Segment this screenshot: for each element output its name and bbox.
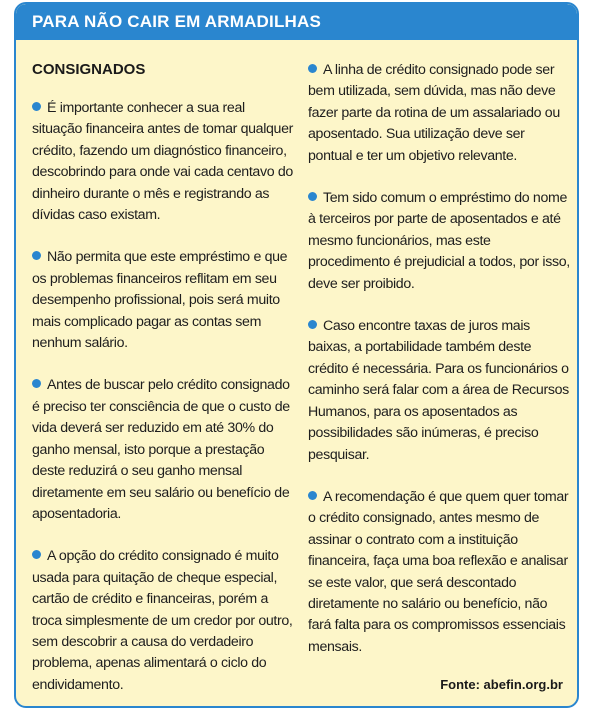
bullet-icon [308,491,317,500]
bullet-icon [32,251,41,260]
bullet-icon [32,550,41,559]
tip-paragraph: A recomendação é que quem quer tomar o crédito consignado, antes mesmo de assinar o contrato com a instituição financeira, faça uma boa reflexão e analisar se este valor, que será descontado diretamente no salário ou benefício, não fará falta para os compromissos essenciais mensais. [308,488,569,655]
bullet-icon [308,64,317,73]
bullet-icon [32,102,41,111]
tip-paragraph: A opção do crédito consignado é muito usada para quitação de cheque especial, cartão de crédito e financeiras, porém a troca simplesmente de um credor por outro, sem descobrir a causa do verdadeiro problema, apenas alimentará o ciclo do endividamento. [32,548,293,693]
tip-paragraph: Não permita que este empréstimo e que os problemas financeiros reflitam em seu desempenho profissional, pois será muito mais complicado pagar as contas sem nenhum salário. [32,249,288,352]
section-title: CONSIGNADOS [32,61,146,78]
tip-paragraph: Antes de buscar pelo crédito consignado é preciso ter consciência de que o custo de vida deverá ser reduzido em até 30% do ganho mensal, isto porque a prestação deste reduzirá o seu ganho mensal diretamente em seu salário ou benefício de aposentadoria. [32,377,290,522]
tip-paragraph: É importante conhecer a sua real situação financeira antes de tomar qualquer crédito, fazendo um diagnóstico financeiro, descobrindo para onde vai cada centavo do dinheiro durante o mês e registrando as dívidas caso existam. [32,100,293,224]
right-column [308,60,570,679]
source-credit: Fonte: abefin.org.br [440,677,563,692]
tip-paragraph: A linha de crédito consignado pode ser bem utilizada, sem dúvida, mas não deve fazer parte da rotina de um assalariado ou aposentado. Sua utilização deve ser pontual e ter um objetivo relevante. [308,62,560,164]
tip-paragraph: Caso encontre taxas de juros mais baixas, a portabilidade também deste crédito é necessária. Para os funcionários o caminho será falar com a área de Recursos Humanos, para os aposentados as possibilidades são inúmeras, é preciso pesquisar. [308,318,569,463]
tip-paragraph: Tem sido comum o empréstimo do nome à terceiros por parte de aposentados e até mesmo funcionários, mas este procedimento é prejudicial a todos, por isso, deve ser proibido. [308,190,570,292]
box-title: PARA NÃO CAIR EM ARMADILHAS [32,12,322,31]
info-box [14,2,579,708]
left-column [32,60,294,708]
bullet-icon [32,379,41,388]
bullet-icon [308,320,317,329]
bullet-icon [308,192,317,201]
box-header [16,4,577,40]
